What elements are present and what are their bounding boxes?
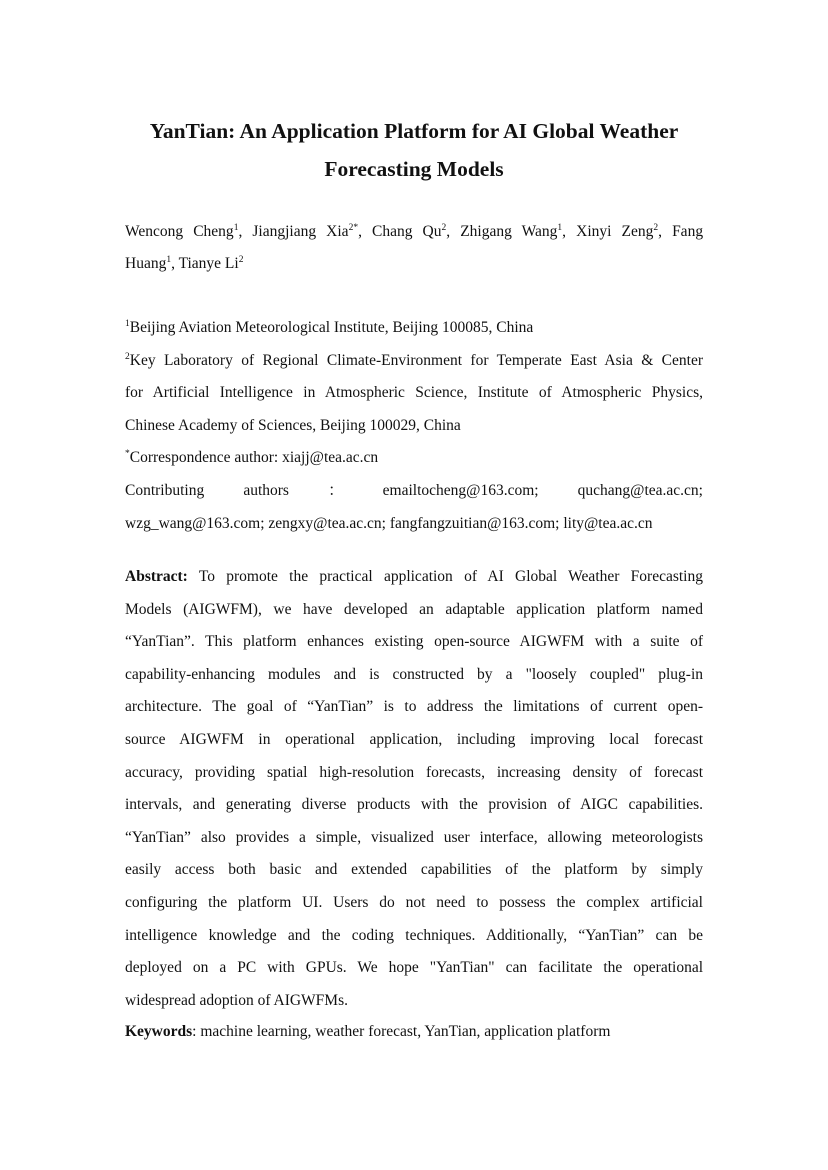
author-affil-mark: 2 xyxy=(653,223,659,233)
abstract xyxy=(125,561,703,1017)
author-name: Zhigang Wang xyxy=(460,223,558,240)
affiliation-2-line-3: Chinese Academy of Sciences, Beijing 100029, China xyxy=(125,416,461,434)
abstract-line: source AIGWFM in operational application, including improving local forecast xyxy=(125,730,703,748)
affil-mark: 1 xyxy=(125,319,130,329)
abstract-line: capability-enhancing modules and is constructed by a "loosely coupled" plug-in xyxy=(125,665,703,683)
corr-text: Correspondence author: xiajj@tea.ac.cn xyxy=(129,449,379,467)
abstract-line: architecture. The goal of “YanTian” is to address the limitations of current open- xyxy=(125,698,703,716)
abstract-line: Abstract: To promote the practical application of AI Global Weather Forecasting xyxy=(125,568,703,585)
abstract-line: easily access both basic and extended capabilities of the platform by simply xyxy=(125,861,703,879)
abstract-line: accuracy, providing spatial high-resolution forecasts, increasing density of forecast xyxy=(125,763,703,781)
author-affil-mark: 2 xyxy=(238,255,244,265)
author-list xyxy=(125,216,703,280)
affil-text: Beijing Aviation Meteorological Institute, Beijing 100085, China xyxy=(129,319,534,336)
author-affil-mark: 2 xyxy=(441,223,447,233)
author-affil-mark: 1 xyxy=(233,223,239,233)
contrib-email: quchang@tea.ac.cn; xyxy=(577,481,703,499)
affil-mark: 2 xyxy=(125,351,130,362)
author-affil-mark: 1 xyxy=(557,223,563,233)
author-name: Chang Qu xyxy=(372,223,442,240)
abstract-line: Models (AIGWFM), we have developed an adaptable application platform named xyxy=(125,600,703,618)
abstract-label: Abstract: xyxy=(125,568,188,585)
abstract-line: deployed on a PC with GPUs. We hope "YanTian" can facilitate the operational xyxy=(125,959,703,977)
abstract-line: intervals, and generating diverse products with the provision of AIGC capabilities. xyxy=(125,796,703,814)
keywords-text: : machine learning, weather forecast, YanTian, application platform xyxy=(192,1023,611,1040)
author-name-last: Huang xyxy=(125,255,167,272)
contributing-authors-line-1 xyxy=(125,475,703,508)
contrib-label-2: authors xyxy=(243,481,289,499)
author-name: Wencong Cheng xyxy=(125,223,234,240)
author-affil-mark: 2* xyxy=(348,223,359,233)
affiliations xyxy=(125,312,703,540)
affiliation-1 xyxy=(125,312,703,345)
author-name: Xinyi Zeng xyxy=(576,223,654,240)
author-line-2: Huang$^1$, Tianye Li$^2$ xyxy=(125,255,244,272)
title-line-1: YanTian: An Application Platform for AI Global Weather xyxy=(149,119,679,143)
affiliation-2-line-2: for Artificial Intelligence in Atmospheric Science, Institute of Atmospheric Physics, xyxy=(125,384,703,402)
abstract-line: “YanTian” also provides a simple, visualized user interface, allowing meteorologists xyxy=(125,828,703,846)
abstract-line: configuring the platform UI. Users do not need to possess the complex artificial xyxy=(125,893,703,911)
abstract-line: intelligence knowledge and the coding techniques. Additionally, “YanTian” can be xyxy=(125,926,703,944)
affil-text: Key Laboratory of Regional Climate-Environment for Temperate East Asia & Center xyxy=(129,351,703,369)
paper-title xyxy=(100,112,728,188)
keywords xyxy=(125,1016,703,1048)
title-line-2: Forecasting Models xyxy=(324,157,504,181)
author-affil-mark: 1 xyxy=(166,255,172,265)
author-name-first: Fang xyxy=(672,223,704,240)
contrib-email: emailtocheng@163.com; xyxy=(382,481,539,499)
abstract-line-last: widespread adoption of AIGWFMs. xyxy=(125,991,348,1009)
author-name: Jiangjiang Xia xyxy=(252,223,349,240)
contrib-colon: ： xyxy=(328,481,344,499)
affiliation-2-line-1 xyxy=(125,345,703,378)
keywords-label: Keywords xyxy=(125,1023,193,1040)
correspondence xyxy=(125,442,703,475)
author-line-1: Wencong Cheng$^1$, Jiangjiang Xia$^{2*}$, Chang Qu$^2$, Zhigang Wang$^1$, Xinyi Zeng$^2$, Fang xyxy=(125,223,704,240)
abstract-line: “YanTian”. This platform enhances existing open-source AIGWFM with a suite of xyxy=(125,633,703,651)
contrib-label: Contributing xyxy=(125,481,205,499)
contributing-authors-line-2: wzg_wang@163.com; zengxy@tea.ac.cn; fangfangzuitian@163.com; lity@tea.ac.cn xyxy=(125,514,653,532)
corr-mark: * xyxy=(125,449,130,460)
author-name: Tianye Li xyxy=(178,255,239,272)
